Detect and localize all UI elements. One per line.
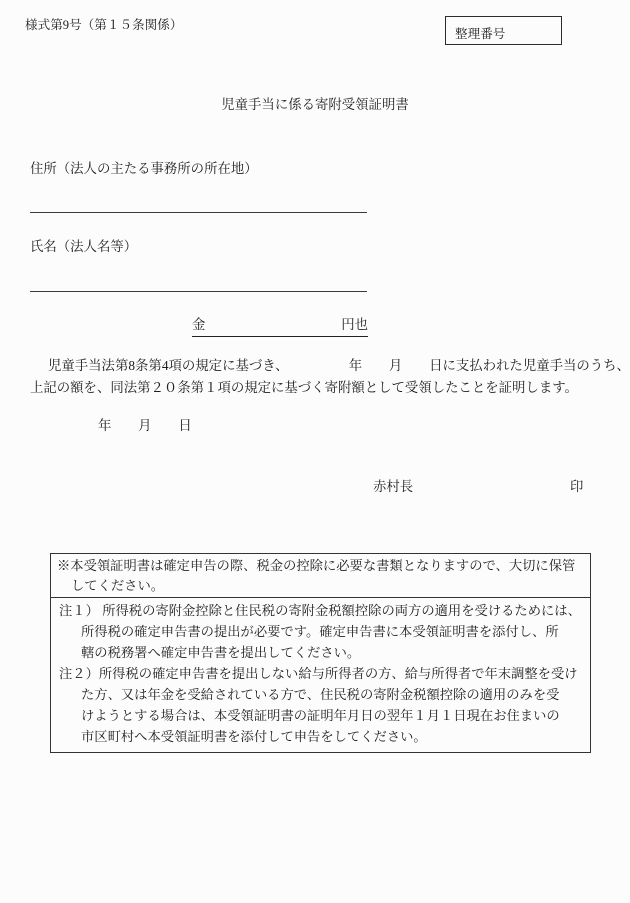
date-line: 年 月 日 [98, 418, 192, 433]
signer-name: 赤村長 [373, 479, 414, 494]
amount-suffix-label: 円也 [341, 317, 368, 332]
caution-line: ※本受領証明書は確定申告の際、税金の控除に必要な書類となりますので、大切に保管 [57, 558, 576, 573]
note2-line: 注２）所得税の確定申告書を提出しない給与所得者の方、給与所得者で年末調整を受け [59, 666, 578, 681]
address-fill-line [30, 212, 367, 213]
notes-box [50, 553, 591, 753]
note1-line: 所得税の確定申告書の提出が必要です。確定申告書に本受領証明書を添付し、所 [81, 624, 559, 639]
caution-line: してください。 [71, 578, 165, 593]
note1-line: 注１） 所得税の寄附金控除と住民税の寄附金税額控除の両方の適用を受けるためには、 [59, 603, 581, 618]
seal-placeholder: 印 [570, 479, 584, 494]
amount-prefix-label: 金 [192, 317, 206, 332]
amount-fill-line [192, 314, 368, 337]
caution-row [51, 554, 590, 598]
body-text-line-1: 児童手当法第8条第4項の規定に基づき、 年 月 日に支払われた児童手当のうち、 [48, 358, 630, 373]
serial-number-label: 整理番号 [455, 27, 506, 41]
note2-line: た方、又は年金を受給されている方で、住民税の寄附金税額控除の適用のみを受 [81, 687, 560, 702]
form-number: 様式第9号（第１５条関係） [25, 18, 183, 32]
name-fill-line [30, 291, 367, 292]
note2-line: けようとする場合は、本受領証明書の証明年月日の翌年１月１日現在お住まいの [81, 708, 560, 723]
serial-number-box [445, 16, 562, 45]
page-title: 児童手当に係る寄附受領証明書 [221, 97, 409, 112]
notes-row [51, 598, 590, 752]
body-text-line-2: 上記の額を、同法第２０条第１項の規定に基づく寄附額として受領したことを証明します。 [30, 380, 578, 395]
name-field-label: 氏名（法人名等） [30, 239, 138, 254]
address-field-label: 住所（法人の主たる事務所の所在地） [30, 161, 258, 176]
note2-line: 市区町村へ本受領証明書を添付して申告をしてください。 [81, 729, 427, 744]
note1-line: 轄の税務署へ確定申告書を提出してください。 [81, 645, 361, 660]
